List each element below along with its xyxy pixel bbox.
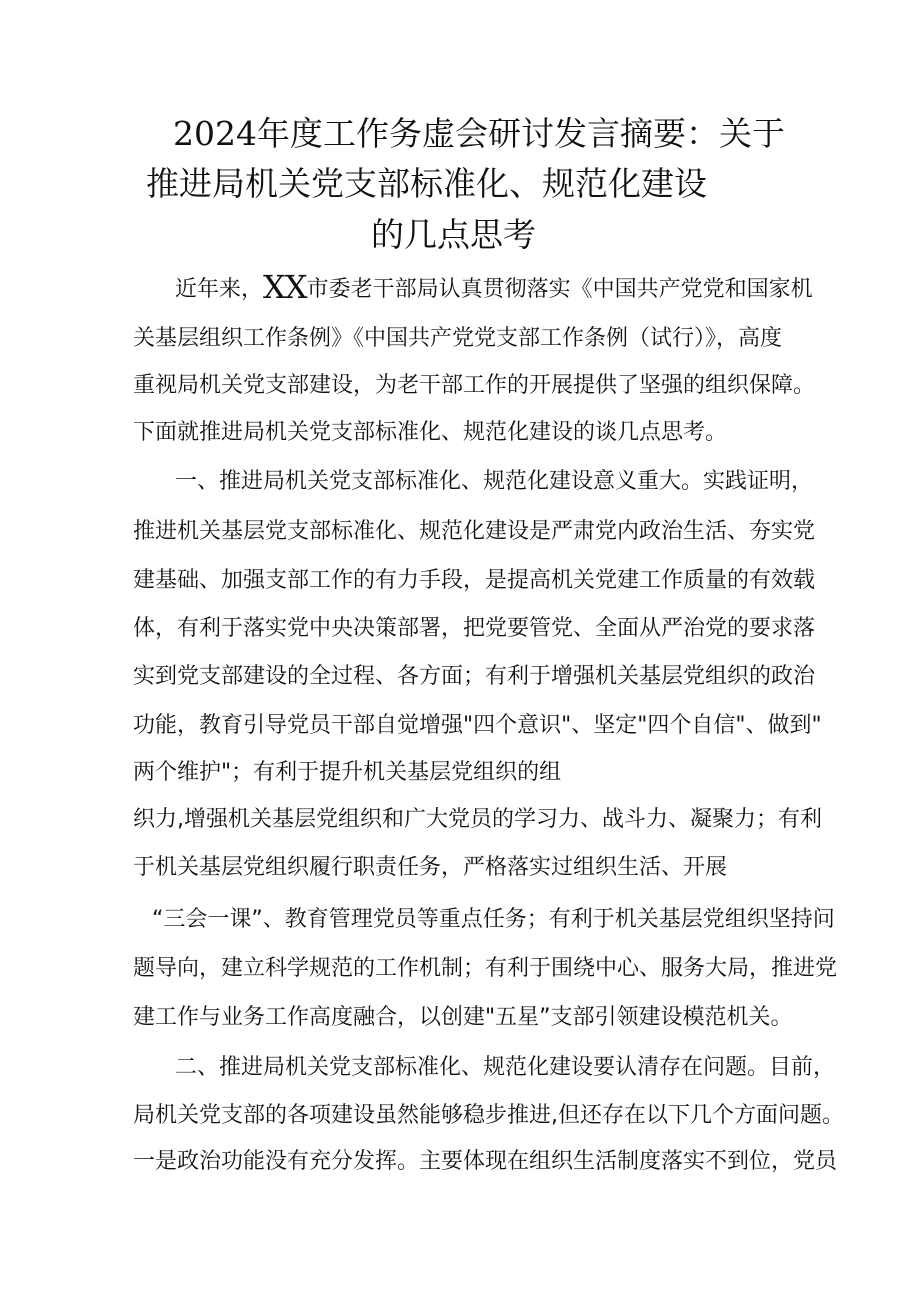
paragraph-line: 局机关党支部的各项建设虽然能够稳步推进,但还存在以下几个方面问题。 [133, 1103, 844, 1128]
paragraph-line: 关基层组织工作条例》《中国共产党党支部工作条例（试行）》，高度 [133, 326, 783, 351]
intro-line [175, 268, 813, 306]
paragraph-line: 于机关基层党组织履行职责任务，严格落实过组织生活、开展 [133, 855, 728, 880]
paragraph-line: 建工作与业务工作高度融合，以创建"五星”支部引领建设模范机关。 [133, 1005, 793, 1030]
document-title-line-1: 2024年度工作务虚会研讨发言摘要：关于 [173, 114, 785, 153]
paragraph-line: 功能，教育引导党员干部自觉增强"四个意识"、坚定"四个自信"、做到" [133, 713, 822, 738]
paragraph-line: 下面就推进局机关党支部标准化、规范化建设的谈几点思考。 [133, 420, 728, 445]
paragraph-line: 织力,增强机关基层党组织和广大党员的学习力、战斗力、凝聚力；有利 [133, 807, 822, 832]
paragraph-line: 一、推进局机关党支部标准化、规范化建设意义重大。实践证明， [175, 469, 814, 494]
intro-suffix: 市委老干部局认真贯彻落实《中国共产党党和国家机 [306, 277, 813, 302]
document-title-line-3: 的几点思考 [371, 215, 536, 254]
paragraph-line: 题导向，建立科学规范的工作机制；有利于围绕中心、服务大局，推进党 [133, 956, 838, 981]
city-placeholder: XX [263, 268, 307, 306]
document-title-line-2: 推进局机关党支部标准化、规范化建设 [146, 164, 707, 203]
paragraph-line: 两个维护"；有利于提升机关基层党组织的组 [133, 760, 562, 785]
paragraph-line: “三会一课”、教育管理党员等重点任务；有利于机关基层党组织坚持问 [152, 907, 835, 932]
paragraph-line: 重视局机关党支部建设，为老干部工作的开展提供了坚强的组织保障。 [133, 373, 816, 398]
paragraph-line: 实到党支部建设的全过程、各方面；有利于增强机关基层党组织的政治 [133, 664, 816, 689]
paragraph-line: 体，有利于落实党中央决策部署，把党要管党、全面从严治党的要求落 [133, 616, 816, 641]
paragraph-line: 二、推进局机关党支部标准化、规范化建设要认清存在问题。目前， [175, 1055, 836, 1080]
paragraph-line: 建基础、加强支部工作的有力手段，是提高机关党建工作质量的有效载 [133, 568, 816, 593]
paragraph-line: 一是政治功能没有充分发挥。主要体现在组织生活制度落实不到位，党员 [133, 1149, 838, 1174]
paragraph-line: 推进机关基层党支部标准化、规范化建设是严肃党内政治生活、夯实党 [133, 519, 816, 544]
intro-prefix: 近年来， [175, 277, 264, 302]
